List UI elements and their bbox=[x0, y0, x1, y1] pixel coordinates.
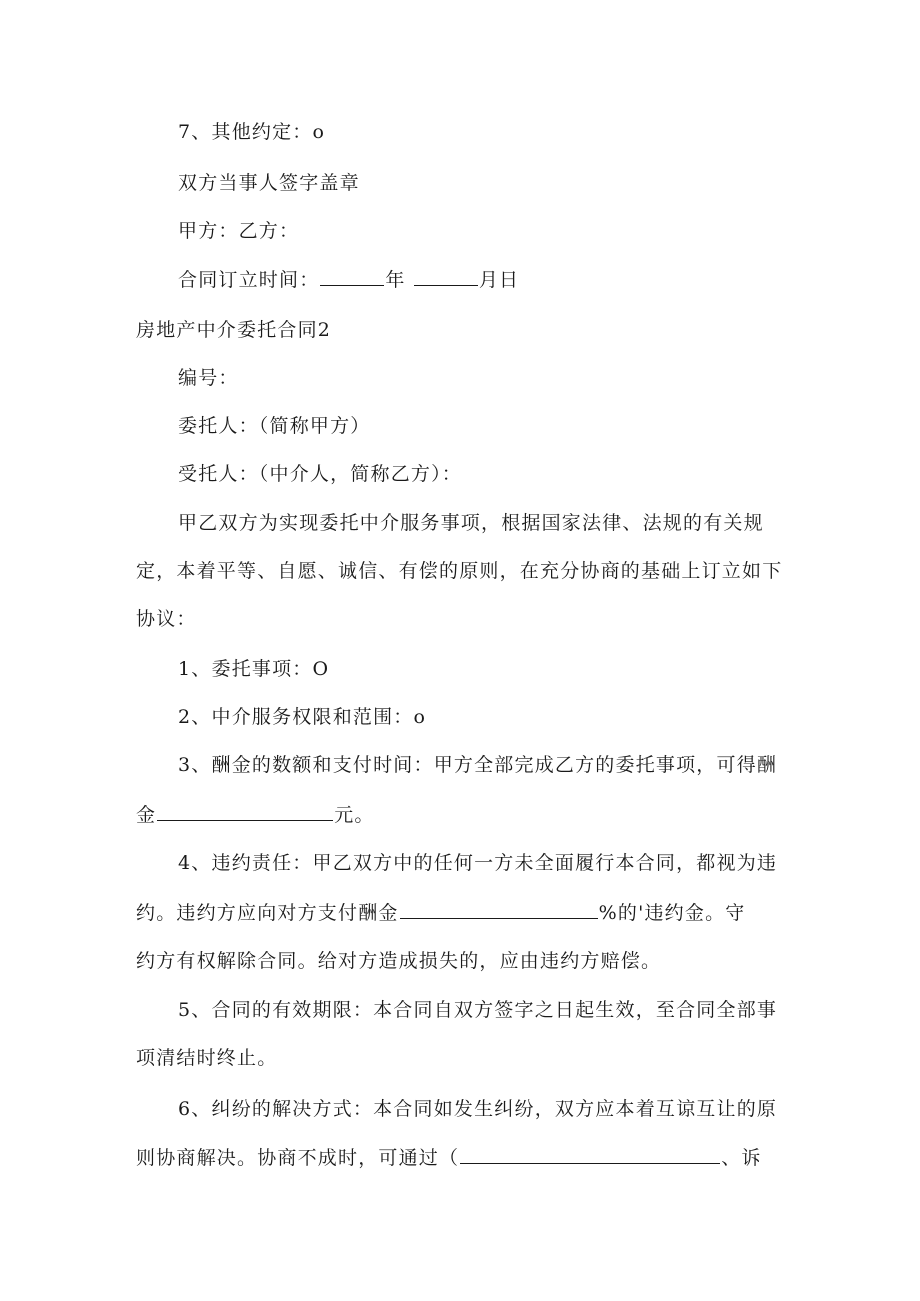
intro-line-1: 甲乙双方为实现委托中介服务事项，根据国家法律、法规的有关规 bbox=[178, 512, 764, 534]
clause-4-line-2 bbox=[136, 900, 746, 925]
clause-6-prefix: 则协商解决。协商不成时，可通过（ bbox=[136, 1147, 460, 1169]
penalty-percent-blank bbox=[400, 900, 598, 919]
clause-4-prefix: 约。违约方应向对方支付酬金 bbox=[136, 902, 399, 924]
clause-5-line-1: 5、合同的有效期限：本合同自双方签字之日起生效，至合同全部事 bbox=[178, 999, 778, 1021]
intro-line-2: 定，本着平等、自愿、诚信、有偿的原则，在充分协商的基础上订立如下 bbox=[136, 560, 783, 582]
clause-3-prefix: 金 bbox=[136, 804, 157, 826]
signature-heading: 双方当事人签字盖章 bbox=[178, 172, 360, 194]
clause-6-line-2 bbox=[136, 1145, 762, 1170]
parties-line: 甲方：乙方： bbox=[178, 220, 300, 242]
clause-6-suffix: 、诉 bbox=[721, 1147, 762, 1169]
clause-5-line-2: 项清结时终止。 bbox=[136, 1047, 278, 1069]
clause-4-line-3: 约方有权解除合同。给对方造成损失的，应由违约方赔偿。 bbox=[136, 950, 662, 972]
contract-title: 房地产中介委托合同2 bbox=[136, 319, 332, 341]
clause-7-other-agreements: 7、其他约定：o bbox=[178, 121, 326, 143]
clause-4-suffix: %的'违约金。守 bbox=[598, 902, 746, 924]
clause-3-line-2 bbox=[136, 802, 375, 827]
client-label: 委托人：（简称甲方） bbox=[178, 415, 371, 437]
clause-1: 1、委托事项：O bbox=[178, 658, 330, 680]
clause-4-line-1: 4、违约责任：甲乙双方中的任何一方未全面履行本合同，都视为违 bbox=[178, 852, 778, 874]
clause-2: 2、中介服务权限和范围：o bbox=[178, 706, 427, 728]
agent-label: 受托人：（中介人，简称乙方）： bbox=[178, 463, 463, 485]
intro-line-3: 协议： bbox=[136, 608, 197, 630]
year-blank bbox=[320, 267, 384, 286]
remuneration-amount-blank bbox=[157, 802, 333, 821]
contract-date-line bbox=[178, 267, 519, 292]
number-label: 编号： bbox=[178, 367, 239, 389]
clause-3-suffix: 元。 bbox=[334, 804, 375, 826]
month-day-label: 月日 bbox=[478, 269, 520, 291]
clause-6-line-1: 6、纠纷的解决方式：本合同如发生纠纷，双方应本着互谅互让的原 bbox=[178, 1098, 778, 1120]
date-label: 合同订立时间： bbox=[178, 269, 320, 291]
dispute-method-blank bbox=[460, 1145, 720, 1164]
year-label: 年 bbox=[385, 269, 406, 291]
month-blank bbox=[414, 267, 478, 286]
clause-3-line-1: 3、酬金的数额和支付时间：甲方全部完成乙方的委托事项，可得酬 bbox=[178, 754, 778, 776]
